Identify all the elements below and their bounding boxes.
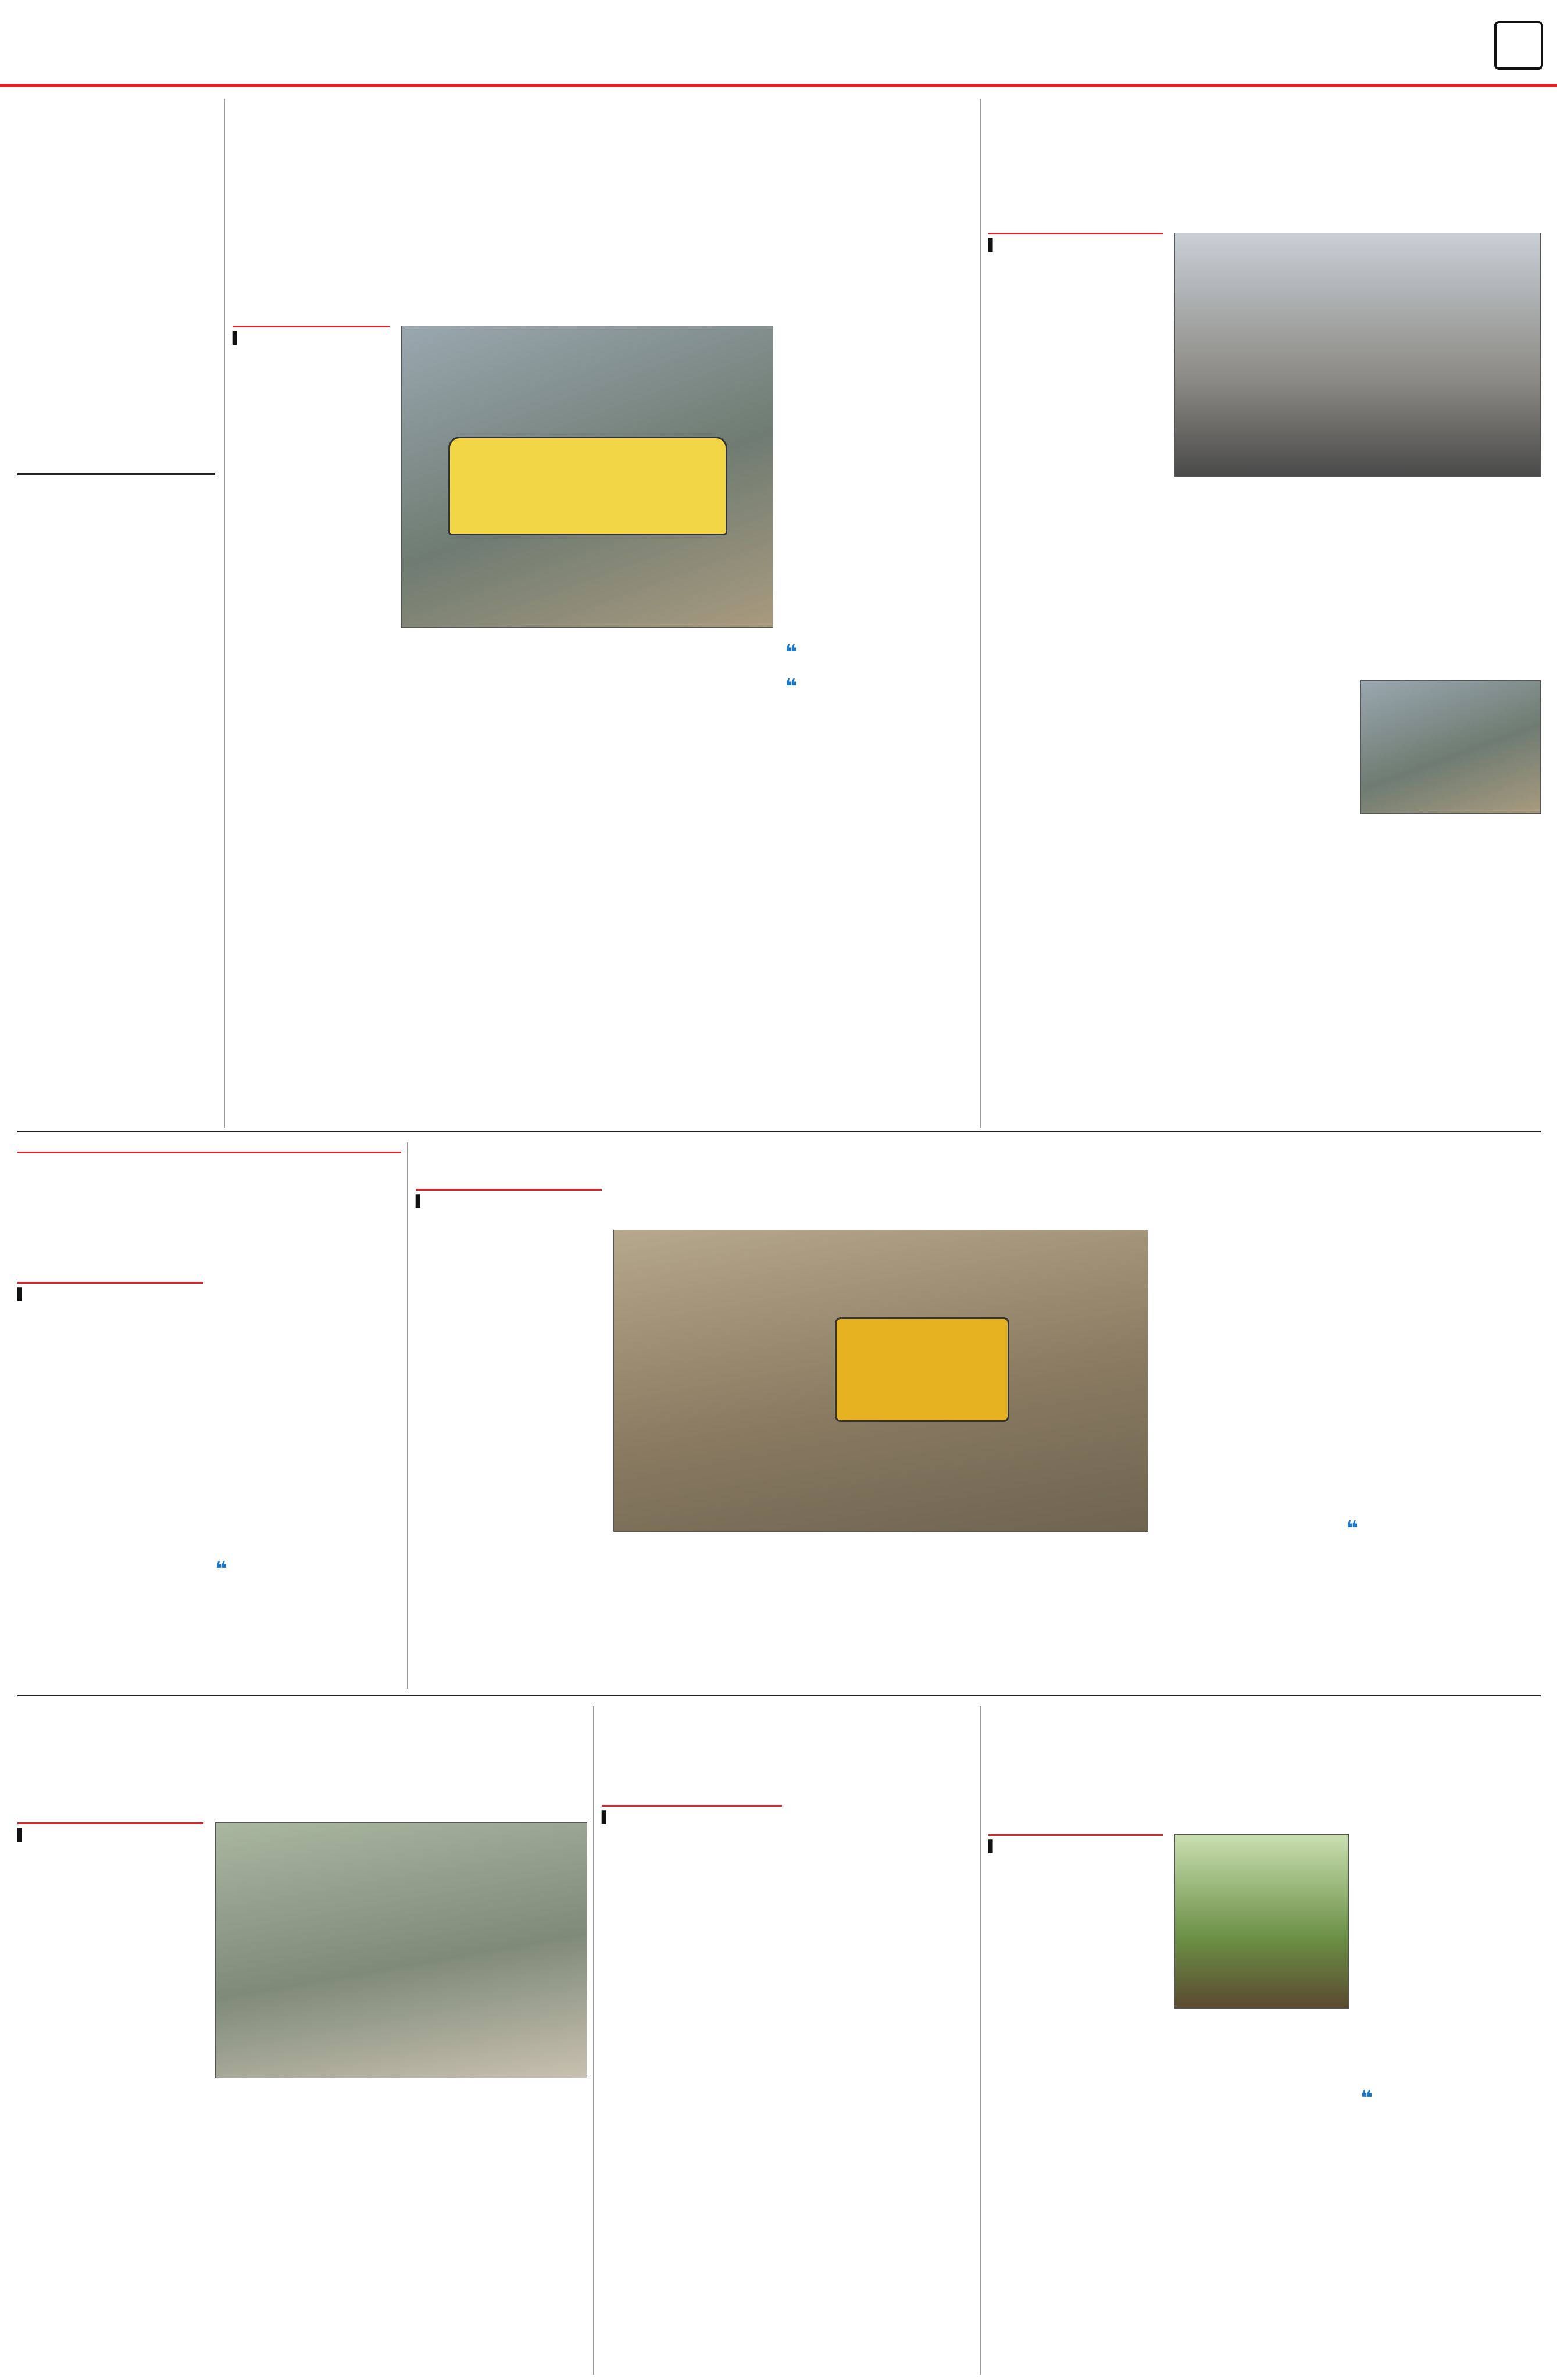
student-death-story	[602, 1706, 974, 2352]
column-rule	[407, 1142, 408, 1689]
student-byline: ▌	[602, 1805, 782, 1824]
plantation-col-2	[1174, 2020, 1349, 2253]
freedom-col-2	[215, 2090, 395, 2346]
student-col-1	[602, 1852, 782, 2346]
plantation-byline: ▌	[988, 1834, 1163, 1853]
quote-mark-icon: ❝	[215, 1557, 228, 1581]
metro-story	[233, 99, 971, 1128]
brief-text-2	[17, 483, 215, 925]
reward-col-2	[1360, 820, 1541, 971]
metro-col-3-wrap	[593, 648, 773, 1125]
reward-criminal-story	[1174, 645, 1541, 1128]
quote-mark-icon: ❝	[1346, 1517, 1359, 1541]
metro-col-4	[785, 330, 971, 632]
bike-byline: ▌	[988, 233, 1163, 252]
freedom-col-3	[407, 2090, 587, 2346]
mnrega-col-3	[797, 1543, 965, 1683]
freedom-photo	[215, 1822, 587, 2078]
masthead	[0, 0, 1557, 87]
mnrega-story	[416, 1142, 1541, 1689]
left-right-story	[17, 1142, 401, 1689]
mnrega-col-5	[1160, 1230, 1334, 1683]
mnrega-byline: ▌	[416, 1189, 602, 1208]
metro-col-1	[233, 372, 390, 1122]
train-shape	[448, 437, 727, 535]
section-divider	[17, 1695, 1541, 1696]
ten-hours-story	[988, 639, 1163, 1128]
bike-col-1	[988, 279, 1163, 581]
metro-col-2	[401, 648, 581, 1125]
metro-col-3	[593, 653, 773, 1083]
freedom-byline: ▌	[17, 1822, 203, 1842]
left-right-subhead	[17, 1148, 401, 1153]
bike-thieves-story	[988, 99, 1541, 680]
freedom-fighter-story	[17, 1706, 587, 2352]
reward-photo	[1360, 680, 1541, 814]
plantation-story	[988, 1706, 1541, 2352]
plantation-quote	[1360, 2086, 1541, 2113]
page-number	[1494, 21, 1543, 70]
student-col-2	[794, 1799, 974, 2346]
left-right-quote	[215, 1557, 401, 1584]
mnrega-col-2	[613, 1543, 782, 1683]
ten-hours-text	[988, 645, 1163, 1017]
metro-byline: ▌	[233, 326, 390, 345]
plantation-photo	[1174, 1834, 1349, 2009]
left-right-col-1	[17, 1328, 203, 1677]
metro-quote-2	[785, 675, 971, 699]
quote-mark-icon: ❝	[785, 675, 798, 699]
mnrega-col-6	[1346, 1230, 1541, 1509]
divider	[17, 473, 215, 475]
left-right-byline: ▌	[17, 1282, 203, 1301]
metro-col-4-wrap	[785, 326, 971, 1125]
plantation-col-1	[988, 1881, 1163, 2253]
quote-mark-icon: ❝	[785, 641, 798, 664]
column-rule	[593, 1706, 594, 2375]
mnrega-col-4	[980, 1543, 1148, 1683]
plantation-col-3	[1360, 1834, 1541, 2078]
mnrega-col-1	[416, 1235, 602, 1683]
jcb-photo	[613, 1230, 1148, 1532]
quote-mark-icon: ❝	[1360, 2086, 1373, 2110]
reward-col-1	[1174, 680, 1349, 971]
metro-train-photo	[401, 326, 773, 628]
jcb-shape	[835, 1317, 1009, 1422]
column-rule	[224, 99, 225, 1128]
brief-text-1	[17, 105, 215, 465]
news-brief-column	[17, 99, 215, 1128]
freedom-col-1	[17, 1869, 203, 2346]
column-rule	[980, 1706, 981, 2375]
metro-quote-1	[785, 641, 971, 664]
column-rule	[980, 99, 981, 1128]
mnrega-col-6-wrap	[1346, 1230, 1541, 1683]
brand-logo	[17, 10, 343, 74]
bike-photo	[1174, 233, 1541, 477]
section-divider	[17, 1131, 1541, 1132]
mnrega-quote	[1346, 1517, 1541, 1541]
left-right-col-2	[215, 1247, 401, 1555]
